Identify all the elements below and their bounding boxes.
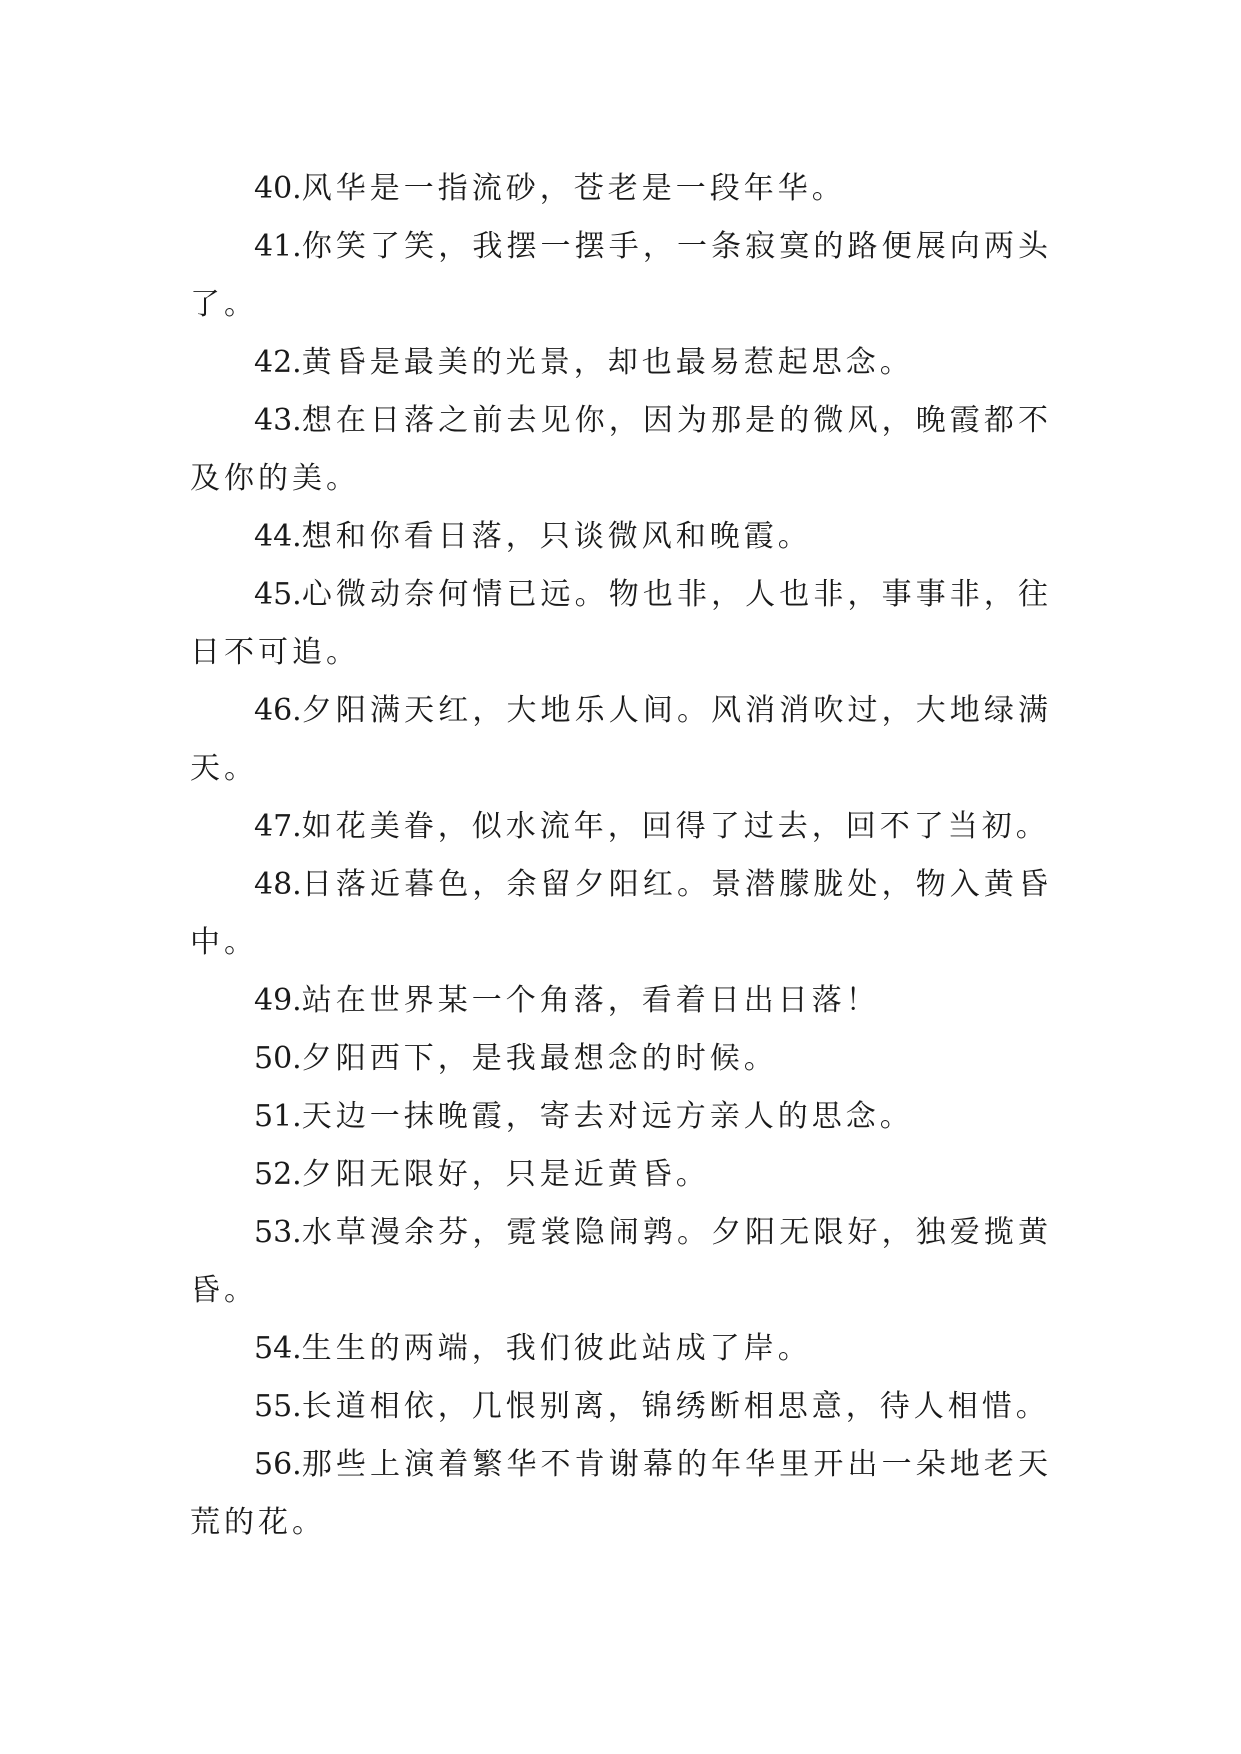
- paragraph-44: [190, 508, 1052, 566]
- paragraph-number: 56.: [254, 1447, 302, 1482]
- paragraph-text: 站在世界某一个角落，看着日出日落！: [301, 983, 880, 1018]
- paragraph-text: 日落近暮色，余留夕阳红。景潜朦胧处，物入黄昏中。: [190, 867, 1052, 960]
- paragraph-text: 长道相依，几恨别离，锦绣断相思意，待人相惜。: [301, 1389, 1050, 1424]
- paragraph-55: [190, 1378, 1052, 1436]
- paragraph-number: 54.: [254, 1331, 302, 1366]
- paragraph-text: 心微动奈何情已远。物也非，人也非，事事非，往日不可追。: [190, 577, 1052, 670]
- paragraph-42: [190, 334, 1052, 392]
- paragraph-text: 夕阳无限好，只是近黄昏。: [301, 1157, 710, 1192]
- paragraph-text: 想在日落之前去见你，因为那是的微风，晚霞都不及你的美。: [190, 403, 1052, 496]
- paragraph-text: 夕阳西下，是我最想念的时候。: [301, 1041, 778, 1076]
- paragraph-number: 40.: [254, 171, 302, 206]
- paragraph-48: [190, 856, 1052, 972]
- paragraph-number: 43.: [254, 403, 302, 438]
- paragraph-49: [190, 972, 1052, 1030]
- paragraph-text: 如花美眷，似水流年，回得了过去，回不了当初。: [301, 809, 1050, 844]
- paragraph-text: 你笑了笑，我摆一摆手，一条寂寞的路便展向两头了。: [190, 229, 1052, 322]
- paragraph-47: [190, 798, 1052, 856]
- paragraph-41: [190, 218, 1052, 334]
- paragraph-number: 48.: [254, 867, 302, 902]
- paragraph-text: 那些上演着繁华不肯谢幕的年华里开出一朵地老天荒的花。: [190, 1447, 1052, 1540]
- paragraph-text: 黄昏是最美的光景，却也最易惹起思念。: [301, 345, 914, 380]
- paragraph-53: [190, 1204, 1052, 1320]
- paragraph-50: [190, 1030, 1052, 1088]
- paragraph-number: 50.: [254, 1041, 302, 1076]
- paragraph-52: [190, 1146, 1052, 1204]
- document-body: [190, 160, 1052, 1552]
- paragraph-text: 夕阳满天红，大地乐人间。风消消吹过，大地绿满天。: [190, 693, 1052, 786]
- paragraph-number: 49.: [254, 983, 302, 1018]
- paragraph-number: 52.: [254, 1157, 302, 1192]
- paragraph-number: 44.: [254, 519, 302, 554]
- paragraph-text: 水草漫余芬，霓裳隐闹鹑。夕阳无限好，独爱揽黄昏。: [190, 1215, 1052, 1308]
- paragraph-text: 天边一抹晚霞，寄去对远方亲人的思念。: [301, 1099, 914, 1134]
- paragraph-46: [190, 682, 1052, 798]
- paragraph-number: 41.: [254, 229, 302, 264]
- paragraph-text: 风华是一指流砂，苍老是一段年华。: [301, 171, 846, 206]
- paragraph-51: [190, 1088, 1052, 1146]
- paragraph-40: [190, 160, 1052, 218]
- paragraph-number: 51.: [254, 1099, 302, 1134]
- paragraph-number: 55.: [254, 1389, 302, 1424]
- paragraph-text: 想和你看日落，只谈微风和晚霞。: [301, 519, 812, 554]
- paragraph-56: [190, 1436, 1052, 1552]
- paragraph-number: 46.: [254, 693, 302, 728]
- paragraph-number: 45.: [254, 577, 302, 612]
- paragraph-45: [190, 566, 1052, 682]
- paragraph-text: 生生的两端，我们彼此站成了岸。: [301, 1331, 812, 1366]
- paragraph-number: 47.: [254, 809, 302, 844]
- paragraph-54: [190, 1320, 1052, 1378]
- paragraph-number: 53.: [254, 1215, 302, 1250]
- paragraph-number: 42.: [254, 345, 302, 380]
- paragraph-43: [190, 392, 1052, 508]
